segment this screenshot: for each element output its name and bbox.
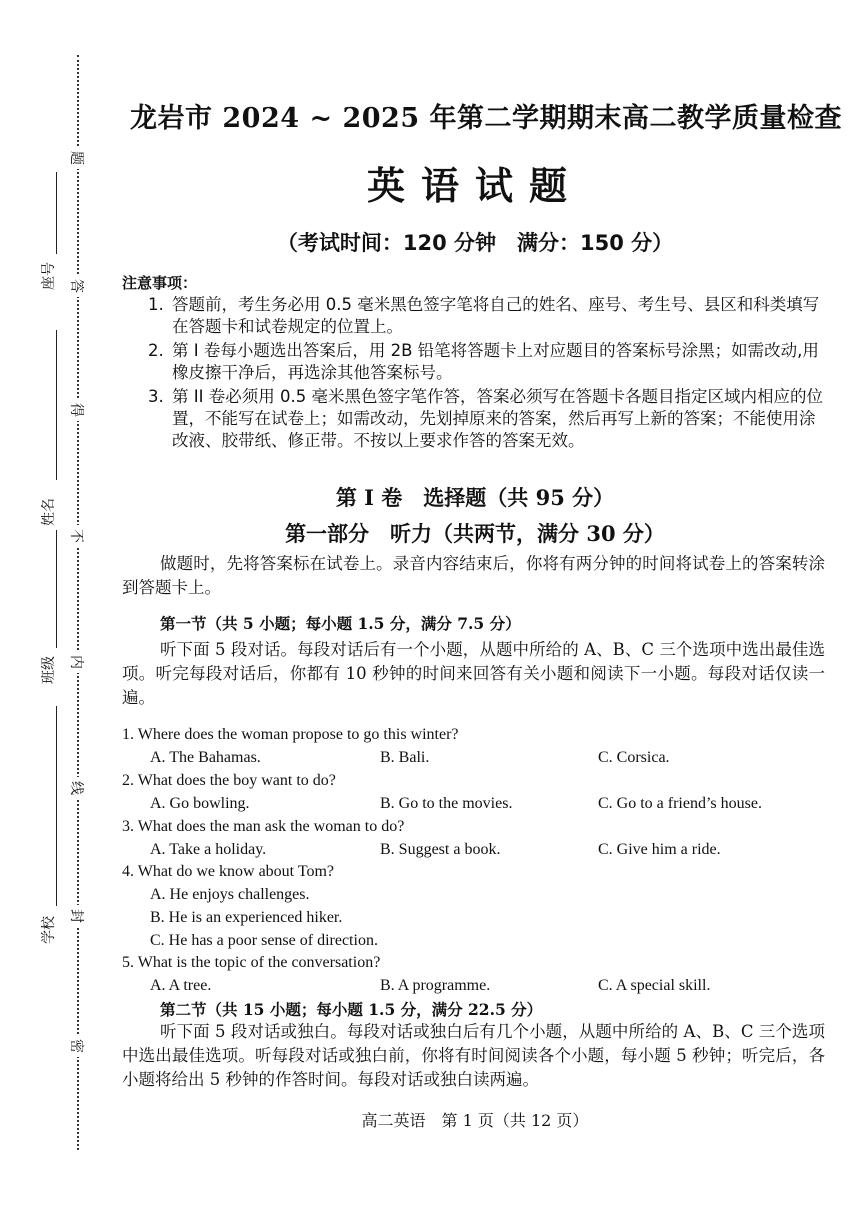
name-line[interactable] (56, 330, 57, 480)
option-b: B. Go to the movies. (380, 795, 513, 812)
notice-item-number: 2. (148, 341, 164, 360)
notice-item (150, 386, 825, 452)
question-stem: 3. What does the man ask the woman to do? (122, 818, 405, 835)
option-a: A. A tree. (150, 977, 212, 994)
section-title: 第一节（共 5 小题；每小题 1.5 分，满分 7.5 分） (160, 614, 521, 633)
section-instructions: 听下面 5 段对话。每段对话后有一个小题，从题中所给的 A、B、C 三个选项中选出最佳选项。听完每段对话后，你都有 10 秒钟的时间来回答有关小题和阅读下一小题。每段对话仅读一遍。 (122, 640, 825, 707)
seal-char: 封 (67, 905, 87, 927)
class-line[interactable] (56, 530, 57, 648)
option-c: C. Corsica. (598, 749, 670, 766)
volume-title: 第 I 卷 选择题（共 95 分） (335, 485, 615, 510)
school-line[interactable] (56, 706, 57, 906)
seal-char: 得 (67, 399, 87, 421)
option-b: B. Bali. (380, 749, 430, 766)
notice-title: 注意事项： (122, 274, 198, 292)
notice-item-text: 答题前，考生务必用 0.5 毫米黑色签字笔将自己的姓名、座号、考生号、县区和科类填写在答题卡和试卷规定的位置上。 (172, 295, 820, 336)
page-footer: 高二英语 第 1 页（共 12 页） (361, 1111, 589, 1130)
seal-char: 线 (67, 777, 87, 799)
option-c: C. Give him a ride. (598, 841, 721, 858)
school-label: 学校 (41, 916, 57, 944)
binding-margin (0, 0, 100, 1216)
listening-intro: 做题时，先将答案标在试卷上。录音内容结束后，你将有两分钟的时间将试卷上的答案转涂到答题卡上。 (122, 554, 825, 597)
part-title: 第一部分 听力（共两节，满分 30 分） (285, 521, 665, 546)
seal-dotted-line (77, 55, 79, 1150)
section-title: 第二节（共 15 小题；每小题 1.5 分，满分 22.5 分） (160, 1000, 543, 1019)
option-a: A. He enjoys challenges. (150, 886, 310, 903)
seal-char: 不 (67, 525, 87, 547)
notice-item (150, 294, 825, 338)
question-stem: 5. What is the topic of the conversation? (122, 954, 381, 971)
option-c: C. He has a poor sense of direction. (150, 932, 378, 949)
option-a: A. The Bahamas. (150, 749, 261, 766)
name-label: 姓名 (41, 498, 57, 526)
notice-item-text: 第 I 卷每小题选出答案后，用 2B 铅笔将答题卡上对应题目的答案标号涂黑；如需改动,用橡皮擦干净后，再选涂其他答案标号。 (172, 341, 819, 382)
seal-char: 内 (67, 651, 87, 673)
class-label: 班级 (41, 656, 57, 684)
notice-item-number: 3. (148, 387, 164, 406)
notice-item-number: 1. (148, 295, 164, 314)
option-a: A. Take a holiday. (150, 841, 267, 858)
question-stem: 2. What does the boy want to do? (122, 772, 336, 789)
seat-number-line[interactable] (56, 172, 57, 254)
seat-number-label: 座号 (41, 262, 57, 290)
question-stem: 4. What do we know about Tom? (122, 863, 335, 880)
seal-char: 题 (67, 147, 87, 169)
question-stem: 1. Where does the woman propose to go this winter? (122, 726, 459, 743)
subject-title: 英语试题 (366, 163, 583, 208)
seal-char: 答 (67, 275, 87, 297)
exam-info: （考试时间：120 分钟 满分：150 分） (276, 231, 674, 255)
option-b: B. Suggest a book. (380, 841, 501, 858)
option-b: B. He is an experienced hiker. (150, 909, 343, 926)
section-instructions: 听下面 5 段对话或独白。每段对话或独白后有几个小题，从题中所给的 A、B、C 三个选项中选出最佳选项。听每段对话或独白前，你将有时间阅读各个小题，每小题 5 秒钟；听完后，各小题将给出 5 秒钟的作答时间。每段对话或独白读两遍。 (122, 1022, 825, 1089)
seal-char: 密 (67, 1035, 87, 1057)
option-b: B. A programme. (380, 977, 491, 994)
option-c: C. Go to a friend’s house. (598, 795, 762, 812)
notice-item (150, 340, 825, 384)
option-c: C. A special skill. (598, 977, 711, 994)
notice-item-text: 第 II 卷必须用 0.5 毫米黑色签字笔作答，答案必须写在答题卡各题目指定区域内相应的位置，不能写在试卷上；如需改动，先划掉原来的答案，然后再写上新的答案；不能使用涂改液、胶带纸、修正带。不按以上要求作答的答案无效。 (172, 387, 823, 450)
option-a: A. Go bowling. (150, 795, 250, 812)
exam-title: 龙岩市 2024 ~ 2025 年第二学期期末高二教学质量检查 (130, 103, 843, 134)
